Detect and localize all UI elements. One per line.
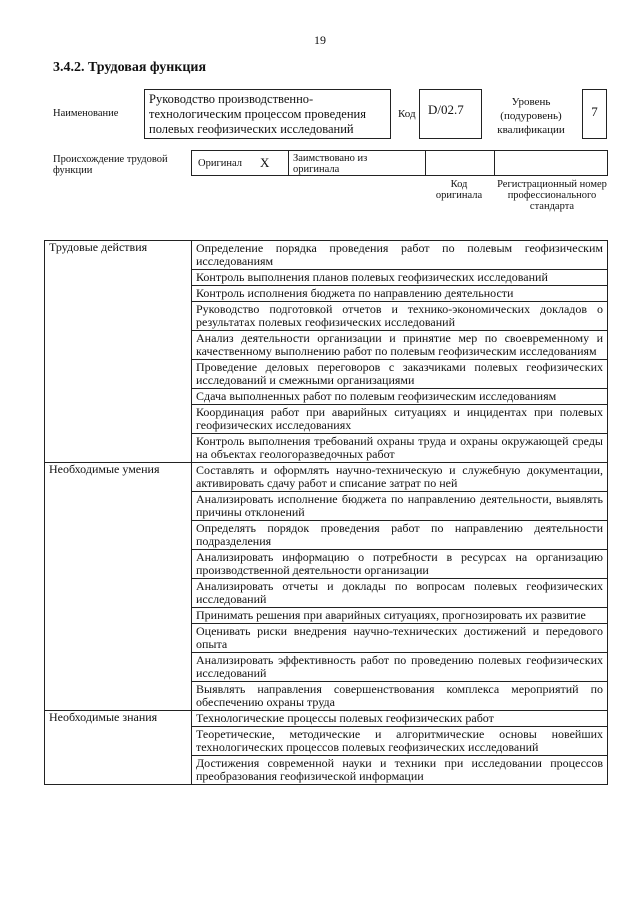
function-details-table	[44, 240, 608, 785]
section-title: 3.4.2. Трудовая функция	[53, 60, 207, 75]
category-cell-labor-actions: Трудовые действия	[45, 241, 192, 463]
table-cell: Анализ деятельности организации и принятие мер по своевременному и качественному выполнению работ по полевым геофизическим исследованиям	[192, 331, 608, 360]
table-cell: Определение порядка проведения работ по полевым геофизическим исследованиям	[192, 241, 608, 270]
table-cell: Принимать решения при аварийных ситуациях, прогнозировать их развитие	[192, 608, 608, 624]
name-label: Наименование	[53, 108, 119, 119]
table-cell: Достижения современной науки и техники при исследовании процессов преобразования геофизической информации	[192, 756, 608, 785]
qualification-level-field: 7	[582, 89, 607, 139]
registration-number-caption: Регистрационный номер профессионального стандарта	[497, 179, 607, 212]
function-code-field: D/02.7	[419, 89, 482, 139]
qualification-level-label: Уровень (подуровень) квалификации	[497, 96, 565, 136]
table-cell: Составлять и оформлять научно-техническую и служебную документации, активировать сдачу работ и списание затрат по ней	[192, 463, 608, 492]
table-row	[45, 241, 608, 270]
table-cell: Сдача выполненных работ по полевым геофизическим исследованиям	[192, 389, 608, 405]
table-cell: Контроль выполнения требований охраны труда и охраны окружающей среды на объектах геологоразведочных работ	[192, 434, 608, 463]
code-label: Код	[398, 108, 416, 120]
page-number: 19	[314, 33, 326, 47]
table-cell: Контроль выполнения планов полевых геофизических исследований	[192, 270, 608, 286]
original-cell	[191, 150, 289, 176]
table-cell: Анализировать отчеты и доклады по вопросам полевых геофизических исследований	[192, 579, 608, 608]
table-cell: Проведение деловых переговоров с заказчиками полевых геофизических исследований и смежными организациями	[192, 360, 608, 389]
original-mark: X	[260, 155, 270, 170]
table-row	[45, 711, 608, 727]
original-code-cell	[425, 150, 495, 176]
table-cell: Определять порядок проведения работ по направлению деятельности подразделения	[192, 521, 608, 550]
original-code-caption: Код оригинала	[435, 179, 483, 201]
category-cell-required-knowledge: Необходимые знания	[45, 711, 192, 785]
origin-label: Происхождение трудовой функции	[53, 154, 168, 176]
table-row	[45, 463, 608, 492]
category-cell-required-skills: Необходимые умения	[45, 463, 192, 711]
table-cell: Руководство подготовкой отчетов и технико-экономических докладов о результатах полевых геофизических исследований	[192, 302, 608, 331]
table-cell: Теоретические, методические и алгоритмические основы новейших технологических процессов полевых геофизических исследований	[192, 727, 608, 756]
table-cell: Анализировать исполнение бюджета по направлению деятельности, выявлять причины отклонений	[192, 492, 608, 521]
table-cell: Контроль исполнения бюджета по направлению деятельности	[192, 286, 608, 302]
function-name-field: Руководство производственно-технологическим процессом проведения полевых геофизических исследований	[144, 89, 391, 139]
borrowed-label: Заимствовано из оригинала	[293, 153, 368, 175]
original-label: Оригинал	[198, 158, 242, 169]
registration-number-cell	[494, 150, 608, 176]
table-cell: Анализировать эффективность работ по проведению полевых геофизических исследований	[192, 653, 608, 682]
table-cell: Анализировать информацию о потребности в ресурсах на организацию производственной деятельности организации	[192, 550, 608, 579]
borrowed-cell	[288, 150, 426, 176]
table-cell: Выявлять направления совершенствования комплекса мероприятий по обеспечению охраны труда	[192, 682, 608, 711]
table-cell: Оценивать риски внедрения научно-технических достижений и передового опыта	[192, 624, 608, 653]
table-cell: Координация работ при аварийных ситуациях и инцидентах при полевых геофизических исследованиях	[192, 405, 608, 434]
table-cell: Технологические процессы полевых геофизических работ	[192, 711, 608, 727]
